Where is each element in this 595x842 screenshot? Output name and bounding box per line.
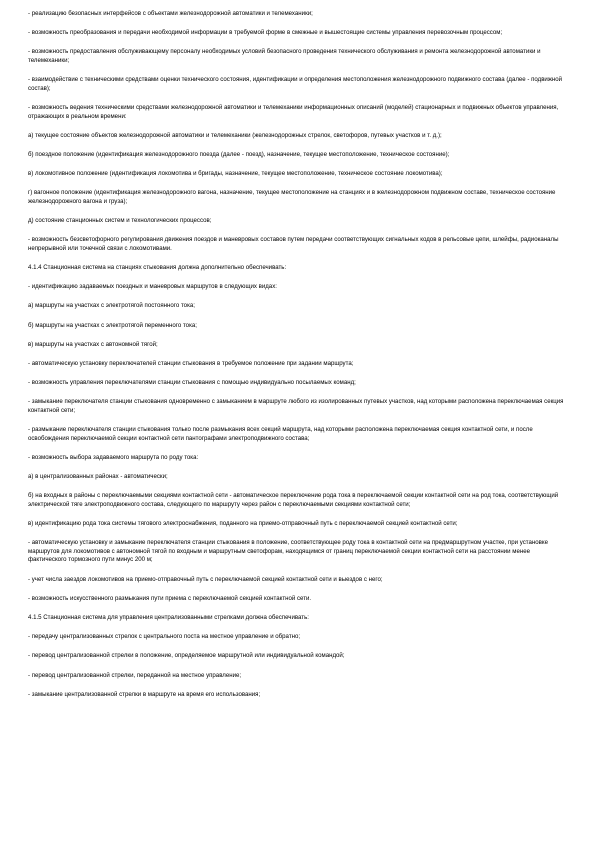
paragraph: а) в централизованных районах - автоматически; bbox=[28, 473, 168, 481]
paragraph: в) маршруты на участках с автономной тягой; bbox=[28, 340, 158, 348]
paragraph: - взаимодействие с техническими средствами оценки технического состояния, идентификации и определения местоположения железнодорожного подвижного состава (далее - подвижной состав); bbox=[28, 76, 563, 92]
document-page bbox=[28, 10, 568, 708]
paragraph: а) маршруты на участках с электротягой постоянного тока; bbox=[28, 302, 195, 310]
paragraph: - возможность ведения техническими средствами железнодорожной автоматики и телемеханики информационных описаний (моделей) стационарных и подвижных объектов управления, отражающих в реальном времени: bbox=[28, 103, 559, 120]
paragraph: а) текущее состояние объектов железнодорожной автоматики и телемеханики (железнодорожных стрелок, светофоров, путевых участков и т. д.); bbox=[28, 131, 442, 139]
paragraph: - учет числа заездов локомотивов на приемо-отправочный путь с переключаемой секцией контактной сети и выездов с него; bbox=[28, 575, 383, 583]
paragraph: - замыкание переключателя станции стыкования одновременно с замыканием в маршруте любого из изолированных путевых участков, над которыми расположена переключаемая секция контактной сети; bbox=[28, 398, 564, 414]
paragraph: в) локомотивное положение (идентификация локомотива и бригады, назначение, текущее местоположение, техническое состояние локомотива); bbox=[28, 170, 443, 178]
paragraph: в) идентификацию рода тока системы тягового электроснабжения, поданного на приемо-отправочный путь с переключаемой секцией контактной сети; bbox=[28, 520, 458, 528]
paragraph: - идентификацию задаваемых поездных и маневровых маршрутов в следующих видах: bbox=[28, 283, 277, 291]
paragraph: - автоматическую установку переключателей станции стыкования в требуемое положение при задании маршрута; bbox=[28, 359, 354, 367]
paragraph: - реализацию безопасных интерфейсов с объектами железнодорожной автоматики и телемеханики; bbox=[28, 10, 313, 17]
paragraph: б) маршруты на участках с электротягой переменного тока; bbox=[28, 321, 197, 329]
section-heading: 4.1.5 Станционная система для управления централизованными стрелками должна обеспечивать: bbox=[28, 614, 309, 621]
paragraph: - перевод централизованной стрелки, переданной на местное управление; bbox=[28, 671, 242, 679]
paragraph: б) поездное положение (идентификация железнодорожного поезда (далее - поезд), назначение, текущее местоположение, техническое состояние); bbox=[28, 150, 450, 158]
paragraph: - замыкание централизованной стрелки в маршруте на время его использования; bbox=[28, 690, 261, 698]
paragraph: - возможность безсветофорного регулирования движения поездов и маневровых составов путем передачи соответствующих сигнальных кодов в рельсовые цепи, шлейфы, радиоканалы непрерывной или точечной связи с локомотивами. bbox=[28, 236, 559, 252]
paragraph: - возможность преобразования и передачи необходимой информации в требуемой форме в смежные и вышестоящие системы управления перевозочным процессом; bbox=[28, 29, 503, 37]
paragraph: - автоматическую установку и замыкание переключателя станции стыкования в положение, соответствующее роду тока в контактной сети на предмаршрутном участке, при установке маршрутов для локомотивов с автономной тягой по входным и маршрутным светофорам, находящимся от границ переключаемой секции контактной сети на расстоянии менее фактического тормозного пути минус 200 м; bbox=[28, 539, 548, 564]
paragraph: - передачу централизованных стрелок с центрального поста на местное управление и обратно; bbox=[28, 633, 301, 641]
paragraph: - возможность искусственного размыкания пути приема с переключаемой секцией контактной сети. bbox=[28, 594, 312, 602]
paragraph: - перевод централизованной стрелки в положение, определяемое маршрутной или индивидуальной командой; bbox=[28, 652, 345, 660]
paragraph: б) на входных в районы с переключаемыми секциями контактной сети - автоматическое переключение рода тока в переключаемой секции контактной сети на род тока, соответствующий электрической тяге электроподвижного состава, следующего по маршруту через район с переключаемыми секциями контактной сети; bbox=[28, 492, 559, 508]
paragraph: - размыкание переключателя станции стыкования только после размыкания всех секций маршрута, над которыми расположена переключаемая секция контактной сети, и после освобождения переключаемой секции контактной сети пантографами электроподвижного состава; bbox=[28, 426, 533, 442]
paragraph: - возможность предоставления обслуживающему персоналу необходимых условий безопасного проведения технического обслуживания и ремонта железнодорожной автоматики и телемеханики; bbox=[28, 48, 541, 64]
paragraph: г) вагонное положение (идентификация железнодорожного вагона, назначение, текущее местоположение на станциях и в железнодорожном подвижном составе, техническое состояние железнодорожного вагона и груза); bbox=[28, 189, 556, 205]
section-heading: 4.1.4 Станционная система на станциях стыкования должна дополнительно обеспечивать: bbox=[28, 264, 287, 272]
paragraph: - возможность выбора задаваемого маршрута по роду тока: bbox=[28, 453, 199, 461]
paragraph: д) состояние станционных систем и технологических процессов; bbox=[28, 217, 212, 225]
paragraph: - возможность управления переключателями станции стыкования с помощью индивидуально посылаемых команд; bbox=[28, 379, 356, 387]
